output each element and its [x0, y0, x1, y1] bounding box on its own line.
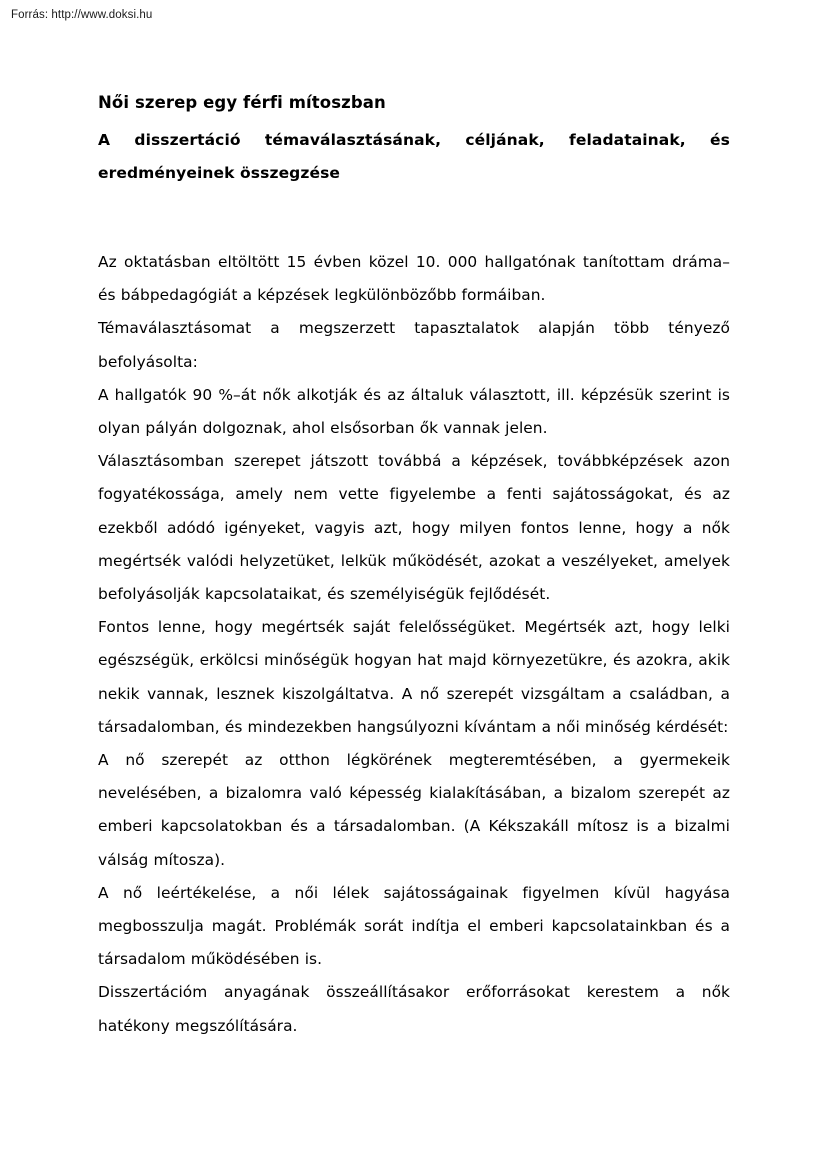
- paragraph: A nő leértékelése, a női lélek sajátosságainak figyelmen kívül hagyása megbosszulja magát. Problémák sorát indítja el emberi kapcsolatainkban és a társadalom működésében is.: [98, 883, 730, 969]
- paragraph: Disszertációm anyagának összeállításakor erőforrásokat kerestem a nők hatékony megszólítására.: [98, 983, 730, 1035]
- paragraph: A hallgatók 90 %–át nők alkotják és az általuk választott, ill. képzésük szerint is olyan pályán dolgoznak, ahol elsősorban ők vannak jelen.: [98, 385, 730, 438]
- paragraph: Fontos lenne, hogy megértsék saját felelősségüket. Megértsék azt, hogy lelki egészségük, erkölcsi minőségük hogyan hat majd környezetükre, és azokra, akik nekik vannak, lesznek kiszolgáltatva. A nő szerepét vizsgáltam a családban, a társadalomban, és mindezekben hangsúlyozni kívántam a női minőség kérdését:: [98, 618, 730, 736]
- body-text-block: [98, 246, 730, 1043]
- page-title: Női szerep egy férfi mítoszban: [98, 93, 386, 112]
- paragraph: Témaválasztásomat a megszerzett tapasztalatok alapján több tényező befolyásolta:: [98, 319, 730, 371]
- document-content: [98, 88, 730, 1043]
- paragraph: Az oktatásban eltöltött 15 évben közel 10. 000 hallgatónak tanítottam dráma– és bábpedagógiát a képzések legkülönbözőbb formáiban.: [98, 253, 730, 305]
- paragraph: A nő szerepét az otthon légkörének megteremtésében, a gyermekeik nevelésében, a bizalomra való képesség kialakításában, a bizalom szerepét az emberi kapcsolatokban és a társadalomban. (A Kékszakáll mítosz is a bizalmi válság mítosza).: [98, 751, 730, 869]
- paragraph: Választásomban szerepet játszott továbbá a képzések, továbbképzések azon fogyatékossága, amely nem vette figyelembe a fenti sajátosságokat, és az ezekből adódó igényeket, vagyis azt, hogy milyen fontos lenne, hogy a nők megértsék valódi helyzetüket, lelkük működését, azokat a veszélyeket, amelyek befolyásolják kapcsolataikat, és személyiségük fejlődését.: [98, 452, 730, 604]
- document-subtitle: A disszertáció témaválasztásának, céljának, feladatainak, és eredményeinek összegzése: [98, 131, 730, 182]
- source-url-header: Forrás: http://www.doksi.hu: [11, 9, 153, 21]
